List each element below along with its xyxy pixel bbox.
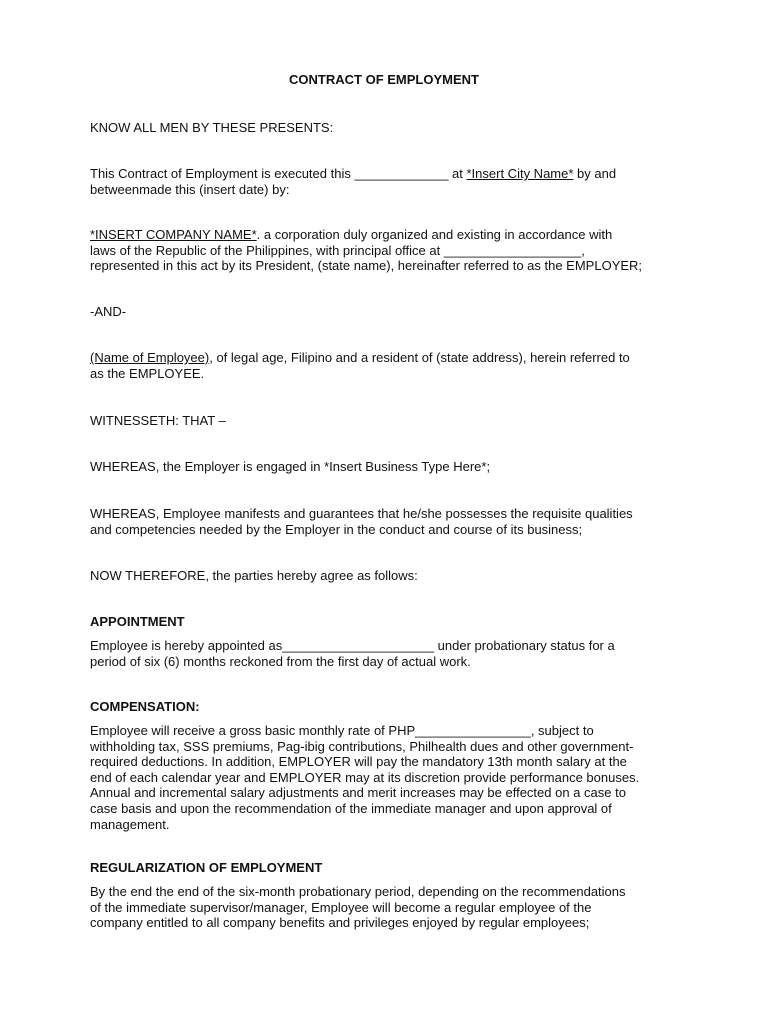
employee-name-placeholder: (Name of Employee): [90, 350, 210, 365]
compensation-line: Employee will receive a gross basic monthly rate of PHP________________, subject to: [90, 723, 594, 738]
compensation-heading: COMPENSATION:: [90, 699, 200, 714]
employer-line-2: laws of the Republic of the Philippines, with principal office at ___________________,: [90, 242, 585, 258]
whereas-qualities-line-1: WHEREAS, Employee manifests and guarantees that he/she possesses the requisite qualities: [90, 506, 633, 521]
regularization-line: By the end the end of the six-month probationary period, depending on the recommendations: [90, 884, 626, 899]
whereas-qualities-paragraph: [90, 506, 690, 537]
compensation-line: end of each calendar year and EMPLOYER may at its discretion provide performance bonuses.: [90, 769, 640, 785]
regularization-heading: REGULARIZATION OF EMPLOYMENT: [90, 860, 323, 875]
compensation-paragraph: [90, 723, 690, 832]
whereas-qualities-line-2: and competencies needed by the Employer in the conduct and course of its business;: [90, 521, 583, 537]
executed-text-before: This Contract of Employment is executed this _____________ at: [90, 166, 467, 181]
appointment-line-2: period of six (6) months reckoned from the first day of actual work.: [90, 653, 471, 669]
executed-text-after: by and: [573, 166, 617, 181]
employee-line-2: as the EMPLOYEE.: [90, 365, 205, 381]
intro-line: KNOW ALL MEN BY THESE PRESENTS:: [90, 120, 334, 135]
employee-line-1: [90, 350, 690, 366]
compensation-line: required deductions. In addition, EMPLOYER will pay the mandatory 13th month salary at the: [90, 754, 627, 770]
document-title: CONTRACT OF EMPLOYMENT: [289, 72, 479, 87]
employer-line-3: represented in this act by its President, (state name), hereinafter referred to as the EMPLOYER;: [90, 258, 643, 274]
executed-paragraph: [90, 166, 690, 197]
appointment-line-1: Employee is hereby appointed as_____________________ under probationary status for a: [90, 638, 615, 653]
compensation-line: Annual and incremental salary adjustments and merit increases may be effected on a case to: [90, 785, 626, 801]
compensation-line: case basis and upon the recommendation of the immediate manager and upon approval of: [90, 800, 612, 816]
compensation-line: withholding tax, SSS premiums, Pag-ibig contributions, Philhealth dues and other government-: [90, 738, 634, 754]
appointment-paragraph: [90, 638, 690, 669]
city-placeholder: *Insert City Name*: [466, 166, 574, 181]
regularization-paragraph: [90, 884, 690, 931]
executed-line-2: betweenmade this (insert date) by:: [90, 181, 290, 197]
regularization-line: of the immediate supervisor/manager, Employee will become a regular employee of the: [90, 899, 592, 915]
regularization-line: company entitled to all company benefits and privileges enjoyed by regular employees;: [90, 915, 590, 931]
executed-line-1: [90, 166, 690, 182]
company-name-placeholder: *INSERT COMPANY NAME*: [90, 227, 257, 242]
and-separator: -AND-: [90, 304, 127, 319]
now-therefore-line: NOW THEREFORE, the parties hereby agree as follows:: [90, 568, 418, 583]
appointment-heading: APPOINTMENT: [90, 614, 185, 629]
employer-line-1: [90, 227, 690, 243]
employer-paragraph: [90, 227, 690, 274]
employer-text-after: . a corporation duly organized and existing in accordance with: [256, 227, 613, 242]
employee-paragraph: [90, 350, 690, 381]
whereas-business: WHEREAS, the Employer is engaged in *Insert Business Type Here*;: [90, 459, 491, 474]
employee-text-after: , of legal age, Filipino and a resident of (state address), herein referred to: [209, 350, 630, 365]
compensation-line: management.: [90, 816, 170, 832]
witnesseth-line: WITNESSETH: THAT –: [90, 413, 226, 428]
